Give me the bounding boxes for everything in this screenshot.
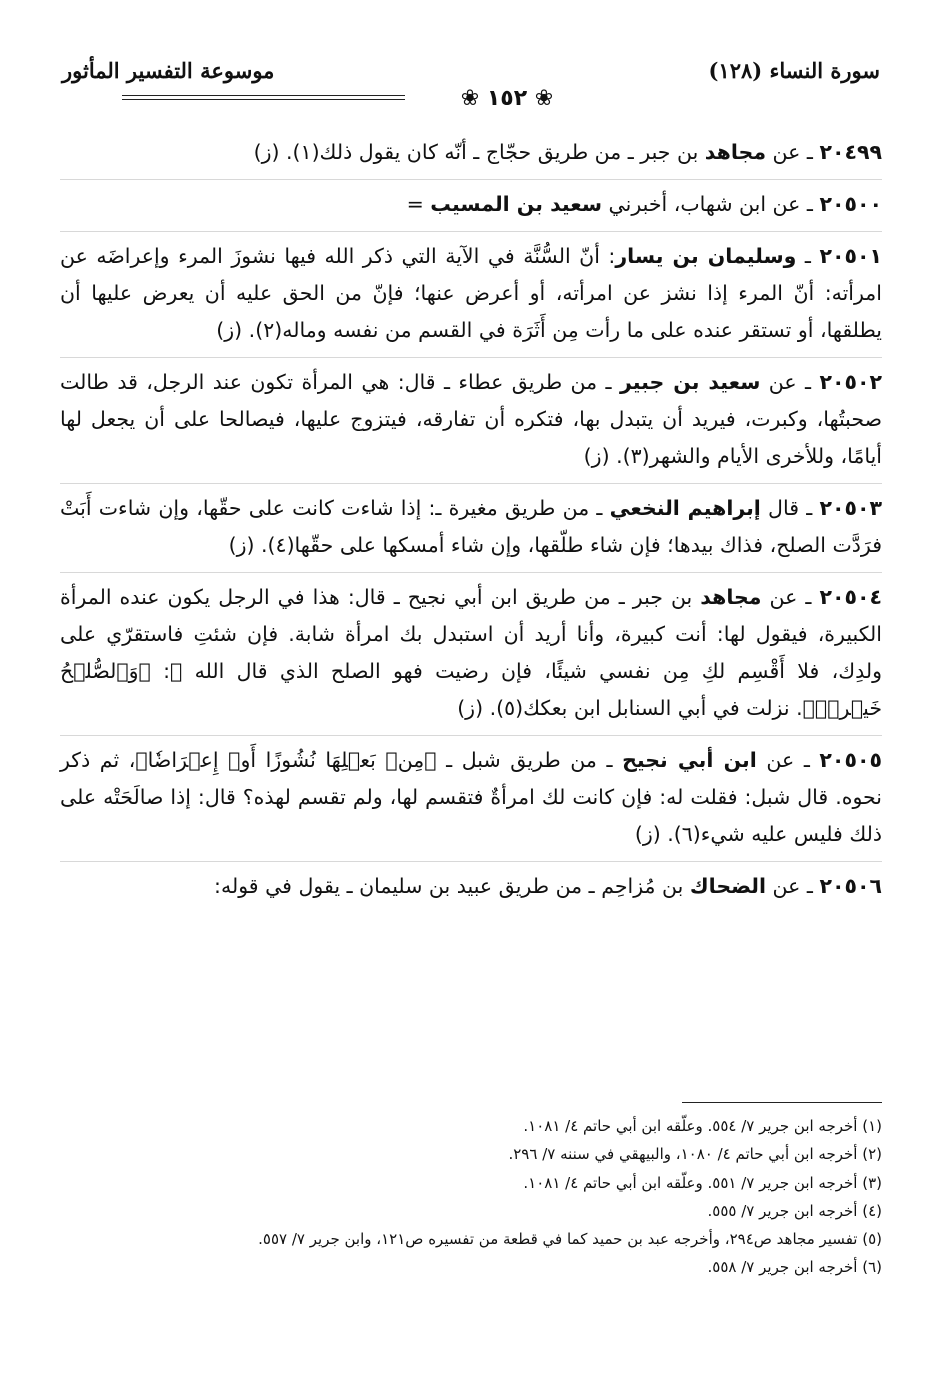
footnote-2: (٢) أخرجه ابن أبي حاتم ٤/ ١٠٨٠، والبيهقي في سننه ٧/ ٢٩٦.: [508, 1145, 882, 1164]
entry-20499: ٢٠٤٩٩ ـ عن مجاهد بن جبر ـ من طريق حجّاج ـ أنّه كان يقول ذلك(١). (ز): [60, 128, 882, 180]
entry-20506: ٢٠٥٠٦ ـ عن الضحاك بن مُزاحِم ـ من طريق عبيد بن سليمان ـ يقول في قوله:: [214, 874, 882, 898]
footnote-3: (٣) أخرجه ابن جرير ٧/ ٥٥١. وعلّقه ابن أبي حاتم ٤/ ١٠٨١.: [523, 1173, 882, 1192]
entry-20504: ٢٠٥٠٤ ـ عن مجاهد بن جبر ـ من طريق ابن أبي نجيح ـ قال: هذا في الرجل يكون عنده المرأة الكبيرة، فيقول لها: أنت كبيرة، وأنا أريد أن استبدل بك امرأة شابة. فإن شئتِ فاستقرّي على ولدِك، فلا أَقْسِم لكِ مِن نفسي شيئًا، فإن رضيت فهو الصلح الذي قال الله ﷻ: ﴿وَٱلصُّلۡحُ خَيۡرٞۗ﴾. نزلت في أبي السنابل ابن بعكك(٥). (ز): [60, 573, 882, 736]
ornament-right-icon: ❀: [527, 86, 554, 111]
footnote-4: (٤) أخرجه ابن جرير ٧/ ٥٥٥.: [707, 1201, 882, 1220]
entry-20502: ٢٠٥٠٢ ـ عن سعيد بن جبير ـ من طريق عطاء ـ قال: هي المرأة تكون عند الرجل، قد طالت صحبتُها، وكبرت، فيريد أن يتبدل بها، فتكره أن تفارقه، فيتزوج عليها، فيصالحا على أن يجعل لها أيامًا، وللأخرى الأيام والشهر(٣). (ز): [60, 358, 882, 484]
entry-20500: ٢٠٥٠٠ ـ عن ابن شهاب، أخبرني سعيد بن المسيب =: [60, 180, 882, 232]
book-title: موسوعة التفسير المأثور: [62, 58, 275, 83]
header-rule-left: [122, 95, 405, 100]
footnotes: [60, 1112, 882, 1282]
surah-title: سورة النساء (١٢٨): [708, 58, 880, 83]
entry-20503: ٢٠٥٠٣ ـ قال إبراهيم النخعي ـ من طريق مغيرة ـ: إذا شاءت كانت على حقّها، وإن شاءت أَبَتْ فرَدَّت الصلح، فذاك بيدها؛ فإن شاء طلّقها، وإن شاء أمسكها على حقّها(٤). (ز): [60, 484, 882, 573]
page-number: ❀ ١٥٢ ❀: [460, 86, 554, 111]
footnote-6: (٦) أخرجه ابن جرير ٧/ ٥٥٨.: [707, 1258, 882, 1277]
page-header: [62, 58, 880, 111]
entry-20501: ٢٠٥٠١ ـ وسليمان بن يسار: أنّ السُّنَّة في الآية التي ذكر الله فيها نشوزَ المرء وإعراضَه عن امرأته: أنّ المرء إذا نشز عن امرأته، أو أعرض عنها؛ فإنّ من الحق عليه أن يعرض عليها أن يطلقها، أو تستقر عنده على ما رأت مِن أَثَرَة في القسم من نفسه وماله(٢). (ز): [60, 232, 882, 358]
footnote-1: (١) أخرجه ابن جرير ٧/ ٥٥٤. وعلّقه ابن أبي حاتم ٤/ ١٠٨١.: [523, 1117, 882, 1135]
footnote-separator: [682, 1102, 882, 1103]
main-text: [60, 128, 882, 913]
entry-20505: ٢٠٥٠٥ ـ عن ابن أبي نجيح ـ من طريق شبل ـ ﴿مِنۢ بَعۡلِهَا نُشُوزًا أَوۡ إِعۡرَاضٗا﴾، ثم ذكر نحوه. قال شبل: فقلت له: فإن كانت لك امرأةٌ فتقسم لها، ولم تقسم لهذه؟ قال: إذا صالَحَتْه على ذلك فليس عليه شيء(٦). (ز): [60, 736, 882, 862]
ornament-left-icon: ❀: [460, 86, 487, 111]
footnote-5: (٥) تفسير مجاهد ص٢٩٤، وأخرجه عبد بن حميد كما في قطعة من تفسيره ص١٢١، وابن جرير ٧/ ٥٥٧.: [258, 1230, 882, 1249]
